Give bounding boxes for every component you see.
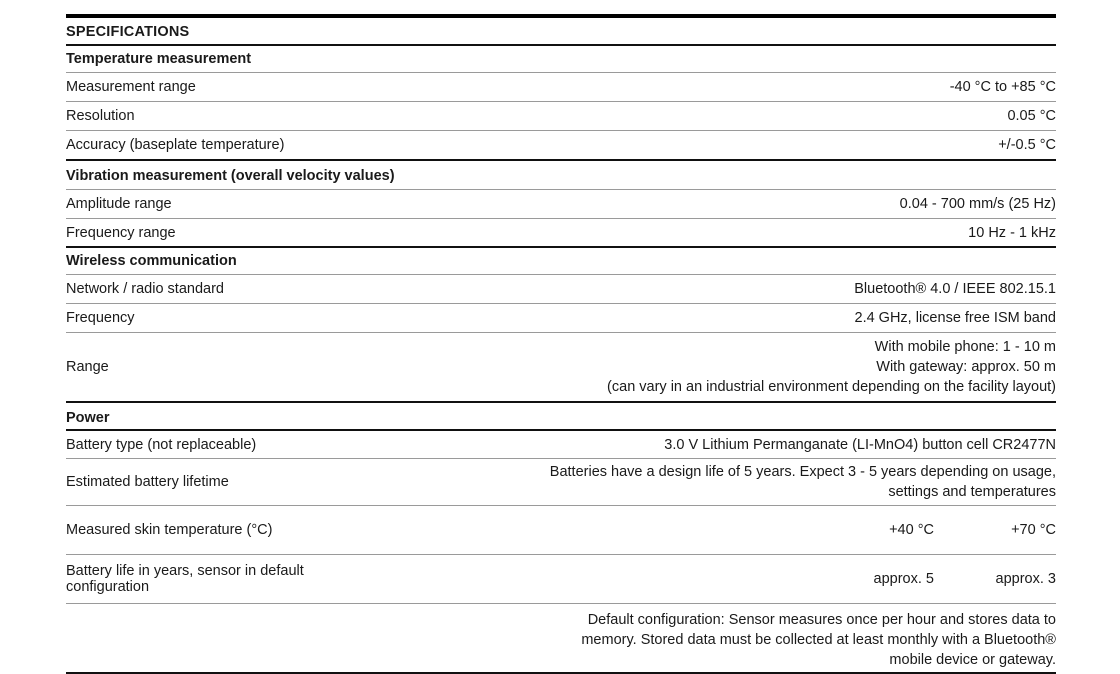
spec-label: Frequency	[66, 310, 135, 326]
col-a-value: approx. 5	[873, 571, 934, 587]
spec-row-accuracy	[66, 130, 1056, 159]
spec-row-battery-lifetime	[66, 458, 1056, 505]
spec-label: Range	[66, 359, 109, 375]
section-heading-vibration: Vibration measurement (overall velocity values)	[66, 159, 1056, 189]
spec-label: Amplitude range	[66, 196, 172, 212]
range-line-mobile: With mobile phone: 1 - 10 m	[874, 339, 1056, 355]
spec-row-battery-type	[66, 429, 1056, 458]
spec-value: Bluetooth® 4.0 / IEEE 802.15.1	[854, 281, 1056, 297]
col-a-value: +40 °C	[889, 522, 934, 538]
spec-value-multiline	[109, 337, 1056, 397]
spec-label-multiline	[66, 563, 376, 595]
note-line-3: mobile device or gateway.	[889, 652, 1056, 668]
spec-label: Battery type (not replaceable)	[66, 436, 257, 453]
spec-label: Frequency range	[66, 224, 176, 241]
spec-value: 10 Hz - 1 kHz	[968, 224, 1056, 241]
default-configuration-note	[66, 603, 1056, 672]
spec-value: 0.05 °C	[1007, 108, 1056, 124]
section-heading-power: Power	[66, 401, 1056, 429]
spec-value: -40 °C to +85 °C	[949, 79, 1056, 95]
spec-row-frequency-range	[66, 218, 1056, 246]
note-line-2: memory. Stored data must be collected at least monthly with a Bluetooth®	[581, 632, 1056, 648]
spec-row-skin-temperature	[66, 505, 1056, 554]
spec-value: 3.0 V Lithium Permanganate (LI-MnO4) button cell CR2477N	[664, 436, 1056, 453]
page-title: SPECIFICATIONS	[66, 24, 190, 40]
section-heading-wireless: Wireless communication	[66, 246, 1056, 274]
spec-row-amplitude-range	[66, 189, 1056, 218]
lifetime-line-2: settings and temperatures	[888, 484, 1056, 500]
label-line-1: Battery life in years, sensor in default	[66, 563, 304, 579]
section-heading-temperature: Temperature measurement	[66, 44, 1056, 72]
note-line-1: Default configuration: Sensor measures once per hour and stores data to	[587, 612, 1056, 628]
temperature-columns	[376, 522, 1056, 538]
lifetime-line-1: Batteries have a design life of 5 years. Expect 3 - 5 years depending on usage,	[549, 464, 1056, 480]
spec-row-resolution	[66, 101, 1056, 130]
spec-label: Network / radio standard	[66, 281, 224, 297]
spec-row-measurement-range	[66, 72, 1056, 101]
spec-label: Estimated battery lifetime	[66, 474, 229, 490]
spec-row-range	[66, 332, 1056, 401]
spec-value: 2.4 GHz, license free ISM band	[854, 310, 1056, 326]
col-b-value: approx. 3	[995, 571, 1056, 587]
label-line-2: configuration	[66, 579, 150, 595]
spec-label: Measured skin temperature (°C)	[66, 522, 273, 538]
spec-row-battery-life-years	[66, 554, 1056, 603]
spec-row-frequency	[66, 303, 1056, 332]
spec-label: Resolution	[66, 108, 135, 124]
spec-label: Measurement range	[66, 79, 196, 95]
spec-value: 0.04 - 700 mm/s (25 Hz)	[899, 196, 1056, 212]
range-line-note: (can vary in an industrial environment depending on the facility layout)	[607, 379, 1056, 395]
range-line-gateway: With gateway: approx. 50 m	[876, 359, 1056, 375]
spec-value-multiline	[229, 462, 1056, 502]
battery-life-columns	[376, 571, 1056, 587]
spec-sheet	[66, 14, 1056, 674]
spec-value: +/-0.5 °C	[998, 137, 1056, 153]
col-b-value: +70 °C	[1011, 522, 1056, 538]
spec-row-network-standard	[66, 274, 1056, 303]
spec-label: Accuracy (baseplate temperature)	[66, 137, 285, 153]
